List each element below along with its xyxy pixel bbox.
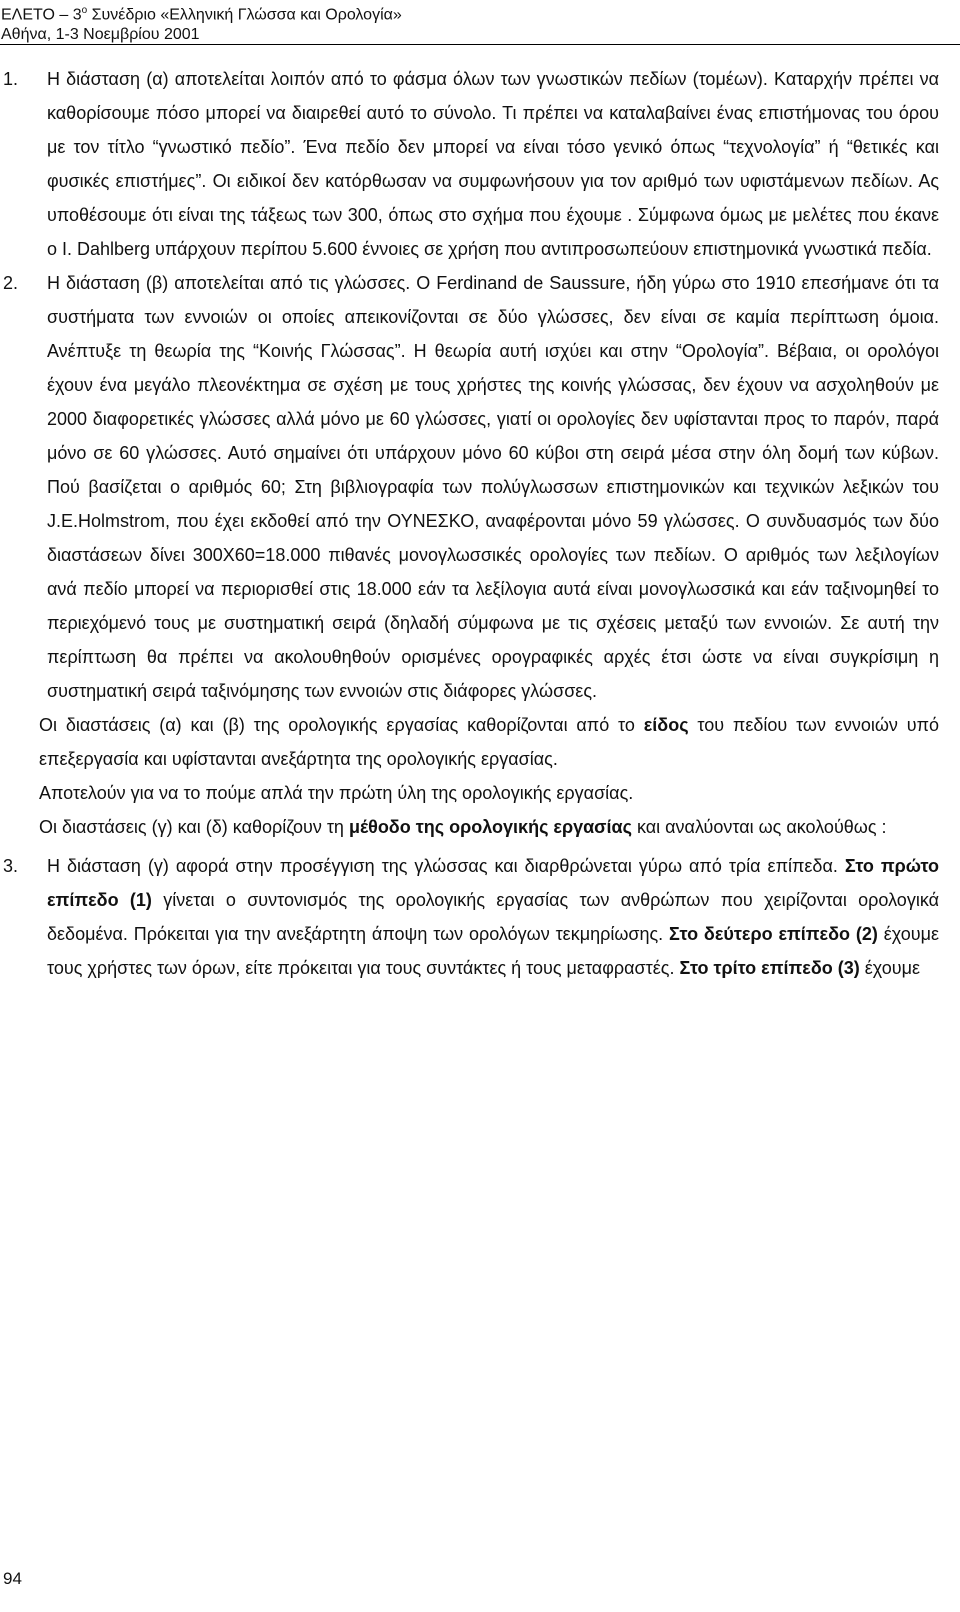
list-item-text-part: έχουμε [859, 958, 920, 978]
page-number: 94 [3, 1569, 22, 1588]
emphasis-text: Στο τρίτο επίπεδο (3) [679, 958, 860, 978]
conference-title-part1: ΕΛΕΤΟ – 3 [1, 6, 82, 24]
list-item-text [47, 849, 939, 985]
list-number: 1. [3, 69, 19, 89]
emphasis-text: μέθοδο της ορολογικής εργασίας [348, 817, 632, 837]
list-item-text: Η διάσταση (α) αποτελείται λοιπόν από το φάσμα όλων των γνωστικών πεδίων (τομέων). Καταρχήν πρέπει να καθορίσουμε πόσο μπορεί να διαιρεθεί αυτό το σύνολο. Τι πρέπει να καταλαβαίνει ένας επιστήμονας του όρου με τον τίτλο “γνωστικό πεδίο”. Ένα πεδίο δεν μπορεί να είναι τόσο γενικό όπως “τεχνολογία” ή “θετικές και φυσικές επιστήμες”. Οι ειδικοί δεν κατόρθωσαν να συμφωνήσουν για τον αριθμό των υφιστάμενων πεδίων. Ας υποθέσουμε ότι είναι της τάξεως των 300, όπως στο σχήμα που έχουμε . Σύμφωνα όμως με μελέτες που έκανε ο I. Dahlberg υπάρχουν περίπου 5.600 έννοιες σε χρήση που αντιπροσωπεύουν επιστημονικά γνωστικά πεδία. [47, 69, 939, 259]
list-item-3 [0, 849, 960, 985]
list-item-2 [0, 266, 960, 708]
paragraph-text: Οι διαστάσεις (γ) και (δ) καθορίζουν τη [39, 817, 349, 837]
emphasis-text: είδος [643, 715, 689, 735]
paragraph-text: Οι διαστάσεις (α) και (β) της ορολογικής εργασίας καθορίζονται από το [39, 715, 644, 735]
paragraph-text: Αποτελούν για να το πούμε απλά την πρώτη ύλη της ορολογικής εργασίας. [39, 783, 634, 803]
paragraph-text: του πεδίου των εννοιών υπό επεξεργασία και υφίστανται ανεξάρτητα της ορολογικής εργασίας. [39, 715, 939, 769]
header-rule [0, 44, 960, 45]
emphasis-text: Στο δεύτερο επίπεδο (2) [669, 924, 878, 944]
document-body [0, 62, 960, 985]
list-item-text-part: Η διάσταση (γ) αφορά στην προσέγγιση της γλώσσας και διαρθρώνεται γύρω από τρία επίπεδα. [47, 856, 845, 876]
list-number: 2. [3, 273, 19, 293]
conference-title-part2: Συνέδριο «Ελληνική Γλώσσα και Ορολογία» [87, 6, 402, 24]
paragraph [39, 776, 939, 810]
list-item-1 [0, 62, 960, 266]
paragraph-text: και αναλύονται ως ακολούθως : [631, 817, 887, 837]
emphasis-text: Στο πρώτο επίπεδο (1) [47, 856, 939, 910]
page-header [0, 0, 960, 44]
spacer [0, 838, 960, 849]
list-item-text-part: έχουμε τους χρήστες των όρων, είτε πρόκειται για τους συντάκτες ή τους μεταφραστές. [47, 924, 939, 978]
list-item-text: Η διάσταση (β) αποτελείται από τις γλώσσες. Ο Ferdinand de Saussure, ήδη γύρω στο 1910 επεσήμανε ότι τα συστήματα των εννοιών οι οποίες απεικονίζονται σε δύο γλώσσες, δεν είναι σε καμία περίπτωση όμοια. Ανέπτυξε τη θεωρία της “Κοινής Γλώσσας”. Η θεωρία αυτή ισχύει και στην “Ορολογία”. Βέβαια, οι ορολόγοι έχουν ένα μεγάλο πλεονέκτημα σε σχέση με τους χρήστες της κοινής γλώσσας, δεν έχουν να ασχοληθούν με 2000 διαφορετικές γλώσσες αλλά μόνο με 60 γλώσσες, γιατί οι ορολογίες δεν υφίστανται προς το παρόν, παρά μόνο σε 60 γλώσσες. Αυτό σημαίνει ότι υπάρχουν μόνο 60 κύβοι στη σειρά μέσα στην όλη δομή των κύβων. Πού βασίζεται ο αριθμός 60; Στη βιβλιογραφία των πολύγλωσσων επιστημονικών και τεχνικών λεξικών του J.E.Holmstrom, που έχει εκδοθεί από την ΟΥΝΕΣΚΟ, αναφέρονται μόνο 59 γλώσσες. Ο συνδυασμός των δύο διαστάσεων δίνει 300Χ60=18.000 πιθανές μονογλωσσικές ορολογίες των πεδίων. Ο αριθμός των λεξιλογίων ανά πεδίο μπορεί να περιορισθεί στις 18.000 εάν τα λεξίλογια αυτά είναι μονογλωσσικά και εάν ταξινομηθεί το περιεχόμενό τους με συστηματική σειρά (δηλαδή σύμφωνα με τις σχέσεις μεταξύ των εννοιών. Σε αυτή την περίπτωση θα πρέπει να ακολουθηθούν ορισμένες ορογραφικές αρχές έτσι ώστε να είναι συγκρίσιμη η συστηματική σειρά ταξινόμησης των εννοιών στις διάφορες γλώσσες. [47, 273, 939, 701]
list-number: 3. [3, 856, 19, 876]
list-item-text-part: γίνεται ο συντονισμός της ορολογικής εργασίας των ανθρώπων που χειρίζονται ορολογικά δεδομένα. Πρόκειται για την ανεξάρτητη άποψη των ορολόγων τεκμηρίωσης. [47, 890, 940, 944]
ordinal-superscript: ο [81, 5, 88, 16]
conference-title [1, 1, 960, 25]
paragraph [39, 816, 939, 838]
paragraph [39, 708, 939, 776]
conference-location-date: Αθήνα, 1-3 Νοεμβρίου 2001 [1, 26, 200, 44]
